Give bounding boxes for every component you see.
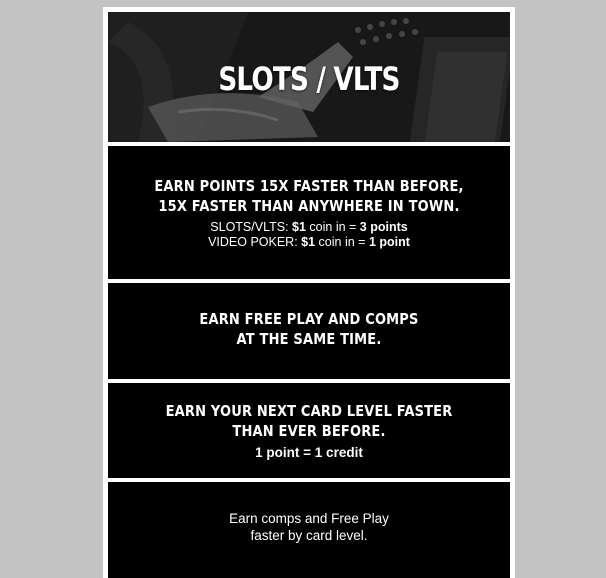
hero-banner xyxy=(108,12,510,142)
card-level-line2: THAN EVER BEFORE. xyxy=(232,422,386,440)
promo-card xyxy=(103,7,515,578)
comps-panel xyxy=(108,482,510,578)
free-play-panel xyxy=(108,283,510,379)
slots-rate-coin: $1 xyxy=(292,220,306,234)
video-poker-rate xyxy=(108,235,510,250)
slots-rate-mid: coin in = xyxy=(305,220,360,234)
comps-line2: faster by card level. xyxy=(250,528,368,543)
comps-line1: Earn comps and Free Play xyxy=(229,511,389,526)
slots-rate-label: SLOTS/VLTS: xyxy=(210,220,293,234)
video-poker-rate-mid: coin in = xyxy=(315,235,369,249)
earn-points-heading-line1: EARN POINTS 15X FASTER THAN BEFORE, xyxy=(154,177,464,195)
card-level-panel xyxy=(108,383,510,478)
credit-rate-text: 1 point = 1 credit xyxy=(255,445,363,460)
earn-points-panel xyxy=(108,146,510,279)
credit-rate xyxy=(108,445,510,460)
video-poker-rate-label: VIDEO POKER: xyxy=(208,235,302,249)
video-poker-rate-coin: $1 xyxy=(301,235,316,249)
free-play-line2: AT THE SAME TIME. xyxy=(236,330,382,348)
hero-title: SLOTS / VLTS xyxy=(218,60,400,98)
earn-points-heading-line2: 15X FASTER THAN ANYWHERE IN TOWN. xyxy=(158,197,460,215)
card-level-line1: EARN YOUR NEXT CARD LEVEL FASTER xyxy=(165,402,453,420)
slots-rate xyxy=(108,220,510,235)
video-poker-rate-points: 1 point xyxy=(368,235,410,249)
free-play-line1: EARN FREE PLAY AND COMPS xyxy=(199,310,419,328)
slots-rate-points: 3 points xyxy=(359,220,408,234)
